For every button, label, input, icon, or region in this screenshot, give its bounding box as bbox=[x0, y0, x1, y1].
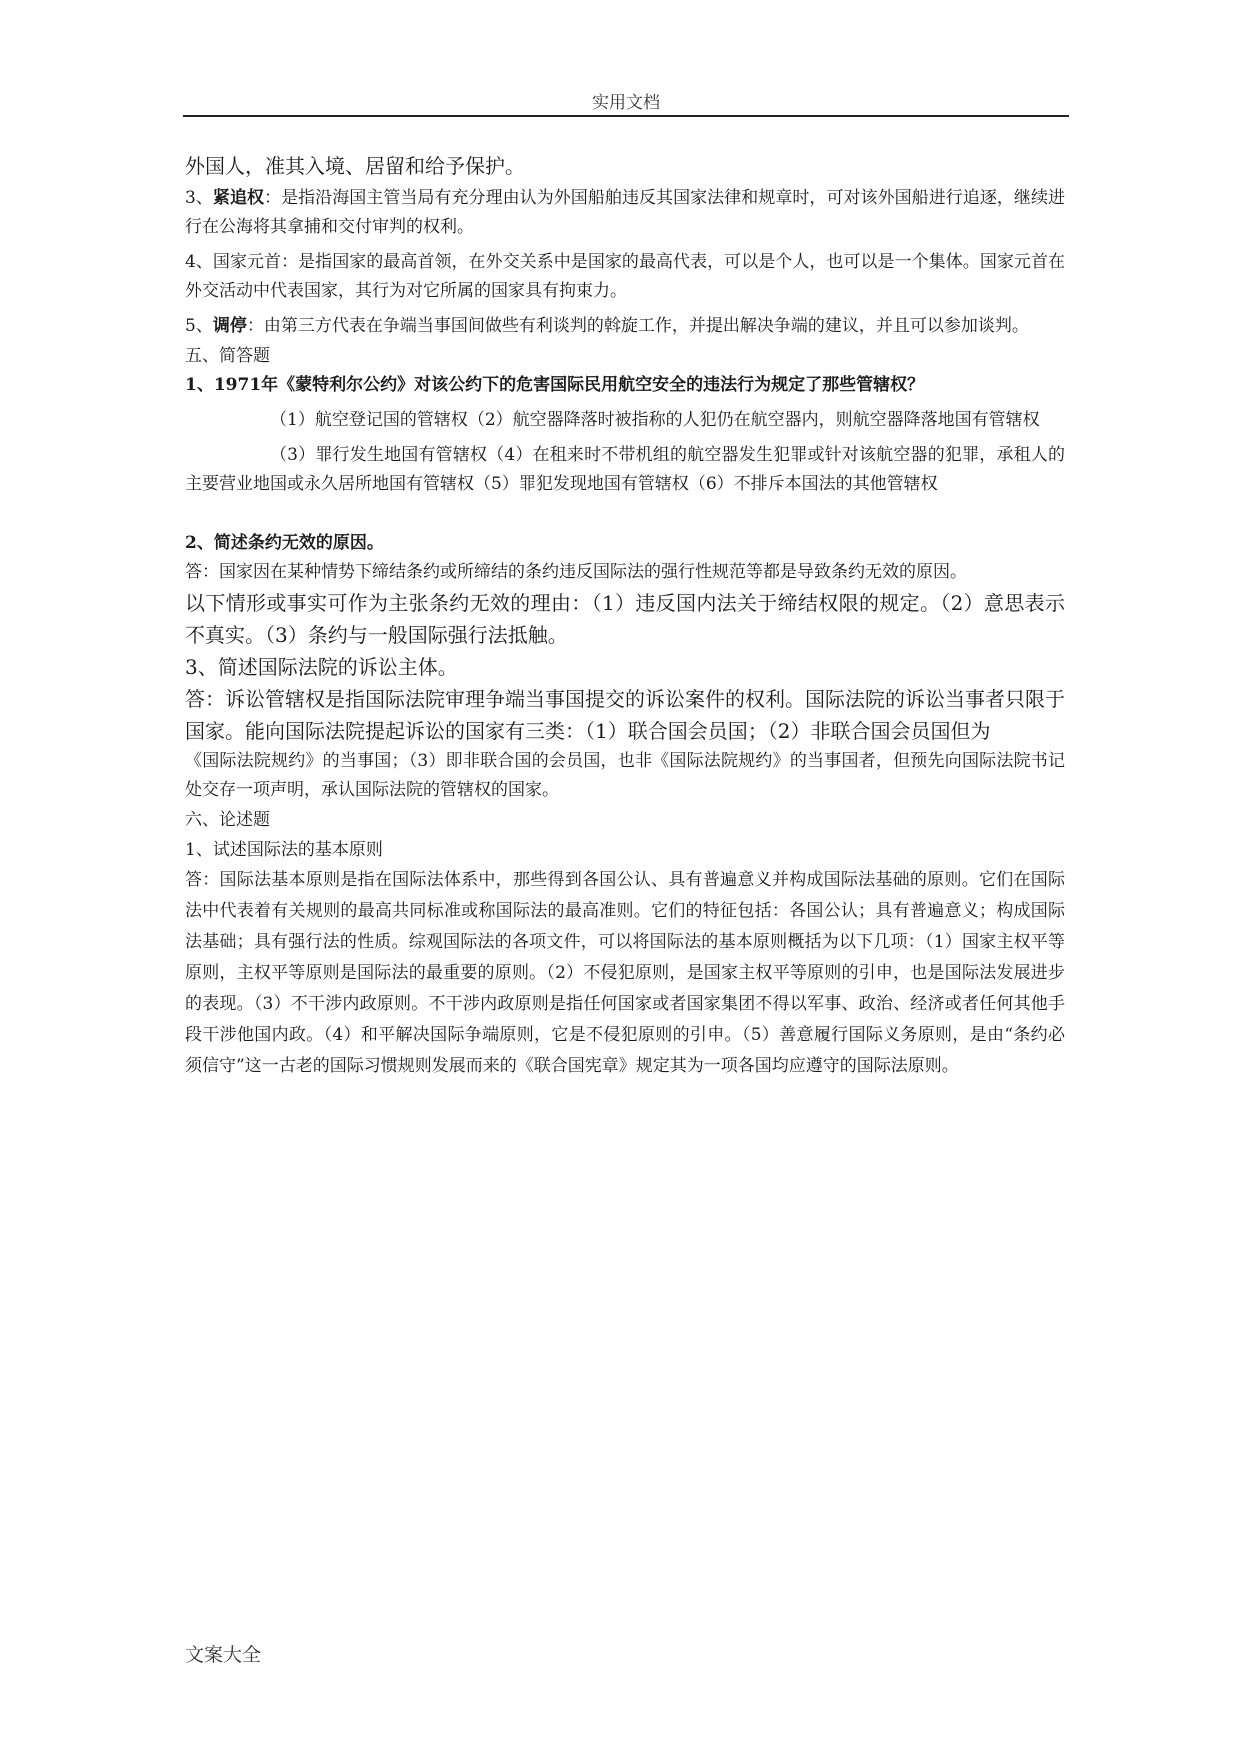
question-2: 2、简述条约无效的原因。 bbox=[185, 533, 384, 553]
question-3: 3、简述国际法院的诉讼主体。 bbox=[185, 655, 458, 679]
answer-3-part-2: 《国际法院规约》的当事国；（3）即非联合国的会员国，也非《国际法院规约》的当事国者，但预先向国际法院书记处交存一项声明，承认国际法院的管辖权的国家。 bbox=[185, 751, 1065, 800]
section-heading-short-answer: 五、简答题 bbox=[185, 346, 270, 366]
definition-hot-pursuit bbox=[185, 184, 1065, 242]
definition-mediation bbox=[185, 312, 1065, 341]
item-number: 5、 bbox=[185, 316, 213, 336]
term-mediation: 调停 bbox=[212, 316, 247, 336]
section-heading-essay: 六、论述题 bbox=[185, 810, 270, 830]
answer-1-part-1: （1）航空登记国的管辖权（2）航空器降落时被指称的人犯仍在航空器内，则航空器降落地国有管辖权 bbox=[270, 410, 1040, 430]
header-divider bbox=[183, 115, 1069, 117]
page-footer: 文案大全 bbox=[185, 1644, 262, 1666]
definition-text: ：由第三方代表在争端当事国间做些有利谈判的斡旋工作，并提出解决争端的建议，并且可以参加谈判。 bbox=[246, 316, 1029, 336]
document-body bbox=[185, 150, 1065, 1082]
essay-answer-1: 答：国际法基本原则是指在国际法体系中，那些得到各国公认、具有普遍意义并构成国际法基础的原则。它们在国际法中代表着有关规则的最高共同标准或称国际法的最高准则。它们的特征包括：各国公认；具有普遍意义；构成国际法基础；具有强行法的性质。综观国际法的各项文件，可以将国际法的基本原则概括为以下几项：（1）国家主权平等原则，主权平等原则是国际法的最重要的原则。（2）不侵犯原则，是国家主权平等原则的引申，也是国际法发展进步的表现。（3）不干涉内政原则。不干涉内政原则是指任何国家或者国家集团不得以军事、政治、经济或者任何其他手段干涉他国内政。（4）和平解决国际争端原则，它是不侵犯原则的引申。（5）善意履行国际义务原则，是由“条约必须信守”这一古老的国际习惯规则发展而来的《联合国宪章》规定其为一项各国均应遵守的国际法原则。 bbox=[185, 870, 1065, 1076]
term-hot-pursuit: 紧追权 bbox=[212, 188, 265, 208]
page-header: 实用文档 bbox=[592, 93, 660, 113]
answer-3-part-1: 答：诉讼管辖权是指国际法院审理争端当事国提交的诉讼案件的权利。国际法院的诉讼当事者只限于国家。能向国际法院提起诉讼的国家有三类：（1）联合国会员国；（2）非联合国会员国但为 bbox=[185, 687, 1065, 743]
answer-2-part-1: 答：国家因在某种情势下缔结条约或所缔结的条约违反国际法的强行性规范等都是导致条约无效的原因。 bbox=[185, 562, 967, 582]
question-1: 1、1971年《蒙特利尔公约》对该公约下的危害国际民用航空安全的违法行为规定了那些管辖权？ bbox=[185, 375, 925, 395]
definition-head-of-state: 4、国家元首：是指国家的最高首领，在外交关系中是国家的最高代表，可以是个人，也可以是一个集体。国家元首在外交活动中代表国家，其行为对它所属的国家具有拘束力。 bbox=[185, 252, 1065, 301]
definition-text: ：是指沿海国主管当局有充分理由认为外国船舶违反其国家法律和规章时，可对该外国船进行追逐，继续进行在公海将其拿捕和交付审判的权利。 bbox=[185, 188, 1066, 237]
paragraph-continuation: 外国人，准其入境、居留和给予保护。 bbox=[185, 154, 525, 178]
essay-question-1: 1、试述国际法的基本原则 bbox=[185, 840, 383, 860]
answer-1-part-2: （3）罪行发生地国有管辖权（4）在租来时不带机组的航空器发生犯罪或针对该航空器的犯罪，承租人的主要营业地国或永久居所地国有管辖权（5）罪犯发现地国有管辖权（6）不排斥本国法的其他管辖权 bbox=[185, 445, 1065, 494]
blank-line bbox=[185, 499, 1065, 529]
answer-2-part-2: 以下情形或事实可作为主张条约无效的理由：（1）违反国内法关于缔结权限的规定。（2）意思表示不真实。（3）条约与一般国际强行法抵触。 bbox=[185, 591, 1065, 647]
item-number: 3、 bbox=[185, 188, 213, 208]
